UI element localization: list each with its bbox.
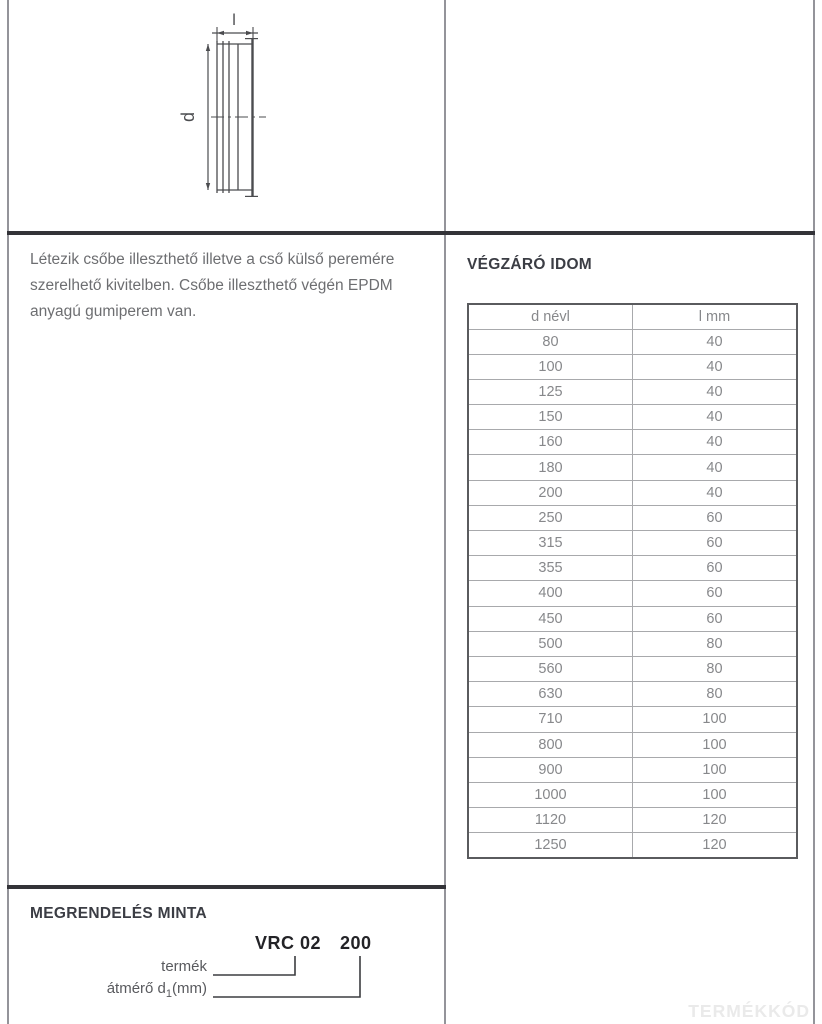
- table-cell: 100: [633, 757, 798, 782]
- table-header-cell: d névl: [468, 304, 633, 329]
- order-label-product: [80, 958, 207, 975]
- table-cell: 40: [633, 480, 798, 505]
- table-cell: 450: [468, 606, 633, 631]
- table-cell: 900: [468, 757, 633, 782]
- table-row: [468, 405, 797, 430]
- table-cell: 120: [633, 808, 798, 833]
- table-row: [468, 455, 797, 480]
- table-cell: 630: [468, 682, 633, 707]
- table-cell: 315: [468, 531, 633, 556]
- table-row: [468, 732, 797, 757]
- table-cell: 80: [468, 329, 633, 354]
- table-cell: 1120: [468, 808, 633, 833]
- table-cell: 60: [633, 556, 798, 581]
- table-cell: 100: [633, 732, 798, 757]
- table-cell: 40: [633, 379, 798, 404]
- table-cell: 100: [633, 707, 798, 732]
- page-border-right: [813, 0, 815, 1024]
- table-cell: 125: [468, 379, 633, 404]
- order-code-diameter: 200: [340, 933, 372, 953]
- description-line: szerelhető kivitelben. Csőbe illeszthető végén EPDM: [30, 277, 393, 294]
- table-header-cell: l mm: [633, 304, 798, 329]
- table-cell: 1250: [468, 833, 633, 858]
- product-description: [30, 247, 430, 325]
- table-cell: 40: [633, 329, 798, 354]
- watermark-termekkod: TERMÉKKÓD: [688, 1001, 810, 1021]
- table-row: [468, 631, 797, 656]
- dim-length-label: l: [232, 12, 236, 29]
- table-header-row: [468, 304, 797, 329]
- table-cell: 100: [468, 354, 633, 379]
- table-cell: 560: [468, 656, 633, 681]
- order-label-diameter-suffix: (mm): [172, 980, 207, 997]
- table-cell: 710: [468, 707, 633, 732]
- dim-diameter-label: d: [178, 111, 198, 123]
- order-code-connectors: [210, 948, 375, 1002]
- section-divider-top: [7, 231, 815, 235]
- table-row: [468, 757, 797, 782]
- table-cell: 80: [633, 631, 798, 656]
- table-row: [468, 808, 797, 833]
- table-cell: 60: [633, 505, 798, 530]
- dimension-table: [467, 303, 798, 859]
- table-cell: 100: [633, 782, 798, 807]
- order-label-diameter-sub: 1: [165, 988, 173, 1000]
- table-row: [468, 682, 797, 707]
- table-cell: 40: [633, 354, 798, 379]
- table-row: [468, 707, 797, 732]
- order-label-diameter-prefix: átmérő d: [106, 980, 166, 997]
- spec-table-container: [467, 303, 798, 859]
- table-row: [468, 430, 797, 455]
- table-cell: 40: [633, 405, 798, 430]
- table-cell: 150: [468, 405, 633, 430]
- table-cell: 400: [468, 581, 633, 606]
- table-row: [468, 782, 797, 807]
- section-divider-order: [7, 885, 446, 889]
- table-row: [468, 531, 797, 556]
- table-row: [468, 656, 797, 681]
- table-cell: 500: [468, 631, 633, 656]
- order-code-product: VRC 02: [255, 933, 322, 953]
- table-cell: 60: [633, 581, 798, 606]
- technical-drawing: [160, 0, 290, 222]
- table-cell: 1000: [468, 782, 633, 807]
- table-cell: 60: [633, 606, 798, 631]
- page-border-left: [7, 0, 9, 1024]
- section-title-megrendeles-minta: MEGRENDELÉS MINTA: [30, 905, 208, 922]
- table-row: [468, 354, 797, 379]
- table-cell: 160: [468, 430, 633, 455]
- table-row: [468, 556, 797, 581]
- table-cell: 40: [633, 455, 798, 480]
- table-cell: 180: [468, 455, 633, 480]
- table-cell: 200: [468, 480, 633, 505]
- table-row: [468, 581, 797, 606]
- table-row: [468, 329, 797, 354]
- end-cap-diagram: [160, 0, 290, 222]
- description-line: Létezik csőbe illeszthető illetve a cső külső peremére: [30, 251, 395, 268]
- table-cell: 120: [633, 833, 798, 858]
- table-row: [468, 606, 797, 631]
- table-cell: 80: [633, 656, 798, 681]
- table-cell: 40: [633, 430, 798, 455]
- description-line: anyagú gumiperem van.: [30, 303, 197, 320]
- table-row: [468, 480, 797, 505]
- table-cell: 60: [633, 531, 798, 556]
- table-cell: 355: [468, 556, 633, 581]
- table-cell: 80: [633, 682, 798, 707]
- table-row: [468, 505, 797, 530]
- column-divider: [444, 0, 446, 1024]
- table-row: [468, 379, 797, 404]
- table-cell: 800: [468, 732, 633, 757]
- section-title-vegzaro-idom: VÉGZÁRÓ IDOM: [467, 256, 593, 273]
- connector-lines: [210, 948, 375, 1002]
- order-label-product-text: termék: [161, 958, 207, 975]
- table-cell: 250: [468, 505, 633, 530]
- order-label-diameter: [80, 980, 207, 1000]
- table-row: [468, 833, 797, 858]
